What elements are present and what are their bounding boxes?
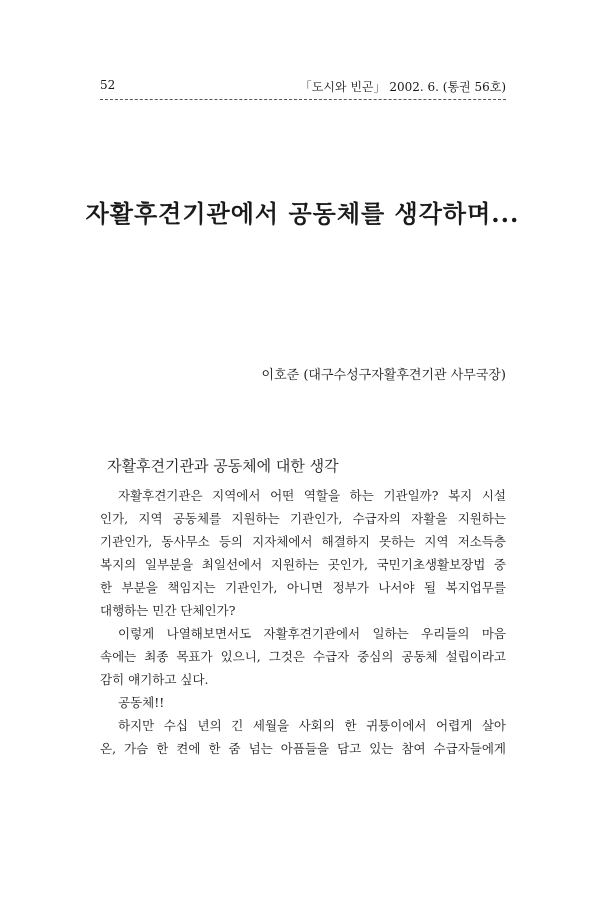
body-line: 공동체!! <box>118 695 165 710</box>
header-divider <box>100 99 506 100</box>
body-line: 대행하는 민간 단체인가? <box>100 603 236 618</box>
body-line: 한 부분을 책임지는 기관인가, 아니면 정부가 나서야 될 복지업무를 <box>100 580 506 595</box>
body-line: 감히 얘기하고 싶다. <box>100 672 209 687</box>
page-header <box>100 78 506 96</box>
body-line: 인가, 지역 공동체를 지원하는 기관인가, 수급자의 자활을 지원하는 <box>100 511 506 526</box>
body-line: 이렇게 나열해보면서도 자활후견기관에서 일하는 우리들의 마음 <box>118 626 506 641</box>
body-line: 자활후견기관은 지역에서 어떤 역할을 하는 기관일까? 복지 시설 <box>118 488 506 503</box>
body-line: 기관인가, 동사무소 등의 지자체에서 해결하지 못하는 지역 저소득층 <box>100 534 506 549</box>
body-line: 속에는 최종 목표가 있으니, 그것은 수급자 중심의 공동체 설립이라고 <box>100 649 506 664</box>
body-line: 하지만 수십 년의 긴 세월을 사회의 한 귀퉁이에서 어렵게 살아 <box>118 718 506 733</box>
body-line: 복지의 일부분을 최일선에서 지원하는 곳인가, 국민기초생활보장법 중 <box>100 557 506 572</box>
article-title: 자활후견기관에서 공동체를 생각하며... <box>85 199 520 228</box>
body-line: 온, 가슴 한 켠에 한 줌 넘는 아픔들을 담고 있는 참여 수급자들에게 <box>100 741 506 756</box>
article-body <box>100 484 506 760</box>
section-heading: 자활후견기관과 공동체에 대한 생각 <box>107 457 339 475</box>
author-byline: 이호준 (대구수성구자활후견기관 사무국장) <box>261 368 506 383</box>
journal-citation: 「도시와 빈곤」 2002. 6. (통권 56호) <box>299 80 506 94</box>
page-number: 52 <box>100 78 116 92</box>
